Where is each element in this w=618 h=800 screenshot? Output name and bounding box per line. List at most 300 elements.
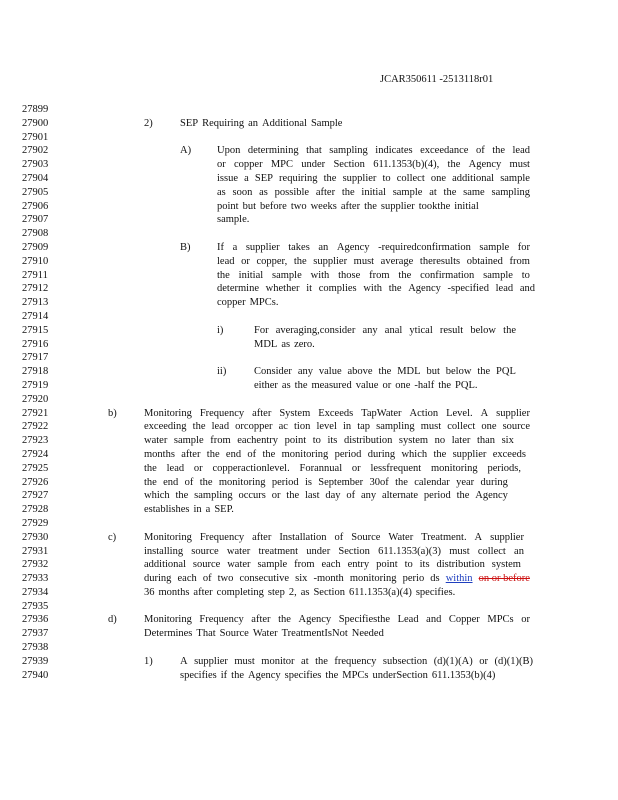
line-number: 27923 <box>22 435 49 447</box>
word: an <box>318 241 329 253</box>
line-text <box>180 117 342 131</box>
word: initial <box>238 269 264 281</box>
word: A <box>474 531 483 543</box>
word: source <box>191 545 219 557</box>
word: from <box>369 269 390 281</box>
line-number: 27931 <box>22 545 49 557</box>
line-number: 27918 <box>22 366 49 378</box>
line-number: 27900 <box>22 117 49 129</box>
word: System <box>279 407 311 419</box>
word: period <box>423 490 451 502</box>
word: ac <box>278 421 288 433</box>
word: Water <box>388 531 414 543</box>
word: level <box>316 421 337 433</box>
word: below <box>445 366 472 378</box>
word: after <box>193 586 213 598</box>
word: or <box>217 159 226 171</box>
line-text <box>144 476 508 490</box>
line-number: 27902 <box>22 145 49 157</box>
word: after <box>315 186 336 198</box>
word: Needed <box>351 628 384 640</box>
word: MDL <box>397 366 421 378</box>
word: the <box>192 421 206 433</box>
word: or <box>193 462 203 474</box>
word: lead <box>211 421 230 433</box>
line-number: 27925 <box>22 462 49 474</box>
word: complies <box>318 283 357 295</box>
word: 611.1353(a)(3) <box>378 545 442 557</box>
word: -month <box>313 573 344 585</box>
word: of <box>346 490 356 502</box>
word: tookthe <box>418 200 451 212</box>
word: sample <box>483 269 513 281</box>
line-number: 27929 <box>22 517 49 529</box>
word: an <box>248 117 259 129</box>
word: must <box>353 255 375 267</box>
line-text <box>144 613 530 627</box>
word: Action <box>409 407 439 419</box>
line-number: 27933 <box>22 573 49 585</box>
word: period <box>271 476 299 488</box>
word: the <box>294 379 308 391</box>
word: water <box>226 545 251 557</box>
word: A <box>480 407 489 419</box>
item-label: B) <box>180 241 191 253</box>
word: to <box>404 559 413 571</box>
document-line <box>0 310 618 324</box>
line-number: 27932 <box>22 559 49 571</box>
line-number: 27911 <box>22 269 48 281</box>
word: Agency <box>336 241 370 253</box>
line-text <box>144 407 530 421</box>
word: completing <box>216 586 264 598</box>
word: weeks <box>310 200 337 212</box>
word: September <box>318 476 364 488</box>
line-text <box>217 255 530 269</box>
word: occurs <box>238 490 266 502</box>
document-line <box>0 641 618 655</box>
word: must <box>509 159 530 171</box>
line-number: 27899 <box>22 104 49 115</box>
document-line <box>0 572 618 586</box>
line-number: 27913 <box>22 297 49 309</box>
word: two <box>290 200 307 212</box>
line-text <box>254 379 478 393</box>
line-number: 27901 <box>22 131 49 143</box>
word: 36 <box>144 586 155 598</box>
numbered-lines <box>0 103 618 682</box>
word: after <box>181 448 201 460</box>
document-line <box>0 144 618 158</box>
document-line <box>0 227 618 241</box>
line-text <box>144 462 521 476</box>
word: tion <box>294 421 311 433</box>
word: additional <box>144 559 186 571</box>
word: its <box>419 559 430 571</box>
word: Section <box>338 545 370 557</box>
line-number: 27938 <box>22 642 49 654</box>
word: Agency <box>475 490 508 502</box>
word: Agency <box>298 614 332 626</box>
word: and <box>519 283 535 295</box>
document-line <box>0 296 618 310</box>
document-line <box>0 545 618 559</box>
word: 611.1353(a)(4) <box>348 586 412 598</box>
word: TreatmentIsNot <box>281 628 348 640</box>
line-text <box>217 213 249 227</box>
line-number: 27936 <box>22 614 49 626</box>
line-number: 27905 <box>22 186 49 198</box>
word: collect <box>447 421 476 433</box>
word: any <box>297 366 313 378</box>
line-number: 27914 <box>22 310 49 322</box>
word: or <box>351 462 361 474</box>
line-text <box>254 338 315 352</box>
document-line <box>0 351 618 365</box>
word: monitoring <box>281 448 329 460</box>
document-line <box>0 600 618 614</box>
word: ytical <box>409 324 433 336</box>
word: source <box>192 559 221 571</box>
word: 611.1353(b)(4), <box>373 159 440 171</box>
word: For <box>254 324 269 336</box>
word: PQL. <box>455 379 478 391</box>
word: Level. <box>446 407 473 419</box>
word: A <box>180 655 188 667</box>
word: or <box>382 379 392 391</box>
word: above <box>347 366 373 378</box>
line-text <box>217 241 530 255</box>
word: for <box>517 241 530 253</box>
document-line <box>0 655 618 669</box>
word: step <box>267 586 285 598</box>
line-number: 27921 <box>22 407 49 419</box>
word: orcopper <box>235 421 273 433</box>
word: supplier <box>452 448 487 460</box>
word: as <box>217 186 226 198</box>
word: during <box>480 476 508 488</box>
word: Treatment. <box>421 531 467 543</box>
line-text <box>217 296 278 310</box>
word: which <box>144 490 170 502</box>
line-number: 27924 <box>22 448 49 460</box>
word: source <box>502 421 530 433</box>
word: a <box>244 172 249 184</box>
document-line <box>0 282 618 296</box>
word: SEP <box>180 117 199 129</box>
line-text <box>217 200 479 214</box>
word: during <box>367 448 396 460</box>
word: ds <box>430 573 440 585</box>
word: the <box>477 366 491 378</box>
word: to <box>382 172 391 184</box>
word: exceedance <box>420 145 469 157</box>
word: must <box>420 421 442 433</box>
word: If <box>217 241 224 253</box>
word: system <box>398 435 429 447</box>
inserted-text: within <box>445 573 473 585</box>
line-number: 27928 <box>22 504 49 516</box>
word: same <box>463 186 485 198</box>
word: end <box>163 476 179 488</box>
word: Section <box>333 159 365 171</box>
word: Determines <box>144 628 193 640</box>
word: the <box>433 448 447 460</box>
word: Section <box>313 586 345 598</box>
line-number: 27939 <box>22 655 49 667</box>
word: the <box>262 448 276 460</box>
document-line <box>0 172 618 186</box>
line-text <box>217 186 530 200</box>
word: installing <box>144 545 184 557</box>
word: supplier <box>313 255 348 267</box>
word: whether <box>265 283 300 295</box>
word: -requiredconfirmation <box>378 241 471 253</box>
document-line <box>0 186 618 200</box>
word: sampling <box>194 490 233 502</box>
document-line <box>0 448 618 462</box>
word: Monitoring <box>144 614 192 626</box>
word: each <box>321 559 341 571</box>
word: averaging,consider <box>275 324 356 336</box>
line-number: 27940 <box>22 669 49 681</box>
word: after <box>252 531 272 543</box>
document-line <box>0 213 618 227</box>
line-text <box>217 269 530 283</box>
word: monitoring <box>349 573 397 585</box>
word: SEP <box>254 172 273 184</box>
document-line <box>0 393 618 407</box>
word: any <box>360 490 377 502</box>
document-line <box>0 489 618 503</box>
item-label: c) <box>108 531 117 543</box>
word: before <box>260 200 287 212</box>
line-text <box>217 172 530 186</box>
word: soon <box>232 186 253 198</box>
word: -specified <box>447 283 489 295</box>
word: collect <box>396 172 425 184</box>
word: theresults <box>419 255 461 267</box>
line-number: 27920 <box>22 393 49 405</box>
word: supplier <box>245 241 280 253</box>
word: the <box>378 366 392 378</box>
word: frequency <box>334 655 377 667</box>
word: end <box>225 448 242 460</box>
word: Forannual <box>299 462 343 474</box>
item-label: A) <box>180 145 192 157</box>
word: system <box>491 559 521 571</box>
word: lead <box>495 283 514 295</box>
word: PQL <box>496 366 516 378</box>
word: one <box>395 379 411 391</box>
word: the <box>364 200 377 212</box>
word: specifies <box>180 669 217 681</box>
word: requiring <box>279 172 318 184</box>
line-text <box>180 669 495 683</box>
line-number: 27922 <box>22 421 49 433</box>
line-number: 27906 <box>22 200 49 212</box>
word: measured <box>311 379 352 391</box>
word: anal <box>384 324 403 336</box>
line-text <box>254 365 516 379</box>
word: the <box>293 255 307 267</box>
word: tap <box>357 421 371 433</box>
line-number: 27904 <box>22 172 49 184</box>
word: sampling <box>491 186 530 198</box>
word: after <box>252 407 272 419</box>
item-label: b) <box>108 407 117 419</box>
line-text <box>180 655 533 669</box>
document-line <box>0 669 618 683</box>
word: the <box>325 669 339 681</box>
document-line <box>0 503 618 517</box>
word: 611.1353(b)(4) <box>431 669 496 681</box>
word: MPCs. <box>249 297 279 309</box>
word: confirmation <box>420 269 475 281</box>
word: distribution <box>436 559 485 571</box>
word: it <box>306 283 313 295</box>
line-text <box>144 531 524 545</box>
word: MPCs <box>487 614 514 626</box>
word: the <box>286 490 300 502</box>
word: Monitoring <box>144 531 192 543</box>
word: Agency <box>248 669 281 681</box>
word: takes <box>288 241 310 253</box>
line-number: 27908 <box>22 228 49 240</box>
word: supplier <box>496 407 530 419</box>
word: two <box>217 573 234 585</box>
word: exceeding <box>144 421 187 433</box>
word: of <box>202 573 212 585</box>
line-text <box>144 627 384 641</box>
word: from <box>509 255 530 267</box>
word: year <box>456 476 475 488</box>
word: sampling <box>376 421 415 433</box>
word: zero. <box>294 338 315 350</box>
line-number: 27915 <box>22 324 49 336</box>
word: consecutive <box>239 573 290 585</box>
word: distribution <box>343 435 393 447</box>
word: lead <box>166 462 185 474</box>
line-text <box>144 420 530 434</box>
word: determine <box>217 283 259 295</box>
word: than <box>476 435 496 447</box>
word: underSection <box>372 669 428 681</box>
document-line <box>0 241 618 255</box>
word: months <box>158 586 190 598</box>
word: the <box>199 476 213 488</box>
word: monitor <box>261 655 295 667</box>
word: the <box>217 269 230 281</box>
document-line <box>0 407 618 421</box>
word: or <box>271 490 281 502</box>
word: if <box>220 669 228 681</box>
word: but <box>426 366 440 378</box>
word: treatment <box>258 545 299 557</box>
word: the <box>447 159 461 171</box>
line-number: 27910 <box>22 255 49 267</box>
word: Requiring <box>202 117 245 129</box>
word: water <box>144 435 168 447</box>
word: the <box>395 476 408 488</box>
word: possible <box>274 186 310 198</box>
word: Sample <box>310 117 343 129</box>
word: no <box>434 435 446 447</box>
document-line <box>0 338 618 352</box>
word: the <box>144 476 157 488</box>
word: the <box>315 655 328 667</box>
line-number: 27916 <box>22 338 49 350</box>
line-number: 27934 <box>22 586 49 598</box>
word: MPC <box>270 159 294 171</box>
document-line <box>0 103 618 117</box>
word: establishes <box>144 504 190 516</box>
word: lead <box>512 145 530 157</box>
item-label: 2) <box>144 117 153 129</box>
word: period <box>334 448 362 460</box>
word: Frequency <box>199 614 244 626</box>
word: lessfrequent <box>370 462 422 474</box>
word: the <box>438 379 452 391</box>
word: an <box>514 545 524 557</box>
word: indicates <box>375 145 413 157</box>
document-line <box>0 531 618 545</box>
word: Consider <box>254 366 292 378</box>
document-line <box>0 269 618 283</box>
word: Source <box>219 628 249 640</box>
line-number: 27917 <box>22 352 49 364</box>
word: a <box>232 241 238 253</box>
word: as <box>300 586 310 598</box>
line-text <box>217 158 530 172</box>
word: of <box>334 531 344 543</box>
document-line <box>0 586 618 600</box>
line-text <box>144 448 526 462</box>
line-number: 27912 <box>22 283 49 295</box>
line-text <box>217 144 530 158</box>
word: supplier <box>380 200 415 212</box>
word: six <box>501 435 514 447</box>
line-number: 27937 <box>22 628 49 640</box>
word: one <box>481 421 497 433</box>
word: during <box>144 573 172 585</box>
word: sample. <box>217 214 250 226</box>
item-label: i) <box>217 324 224 336</box>
word: sample <box>257 559 288 571</box>
word: must <box>234 655 255 667</box>
word: sample <box>272 269 302 281</box>
word: those <box>338 269 361 281</box>
document-line <box>0 255 618 269</box>
word: with <box>310 269 330 281</box>
line-text <box>144 586 455 600</box>
word: copperactionlevel. <box>212 462 290 474</box>
line-number: 27919 <box>22 379 49 391</box>
line-text <box>217 282 535 296</box>
word: from <box>210 435 231 447</box>
word: below <box>470 324 497 336</box>
word: the <box>503 324 516 336</box>
item-label: 1) <box>144 655 153 667</box>
word: either <box>254 379 278 391</box>
word: result <box>439 324 464 336</box>
word: exceeds <box>492 448 526 460</box>
word: specifies. <box>415 586 456 598</box>
word: sample <box>479 241 510 253</box>
line-text <box>144 434 514 448</box>
word: 30of <box>369 476 389 488</box>
word: lead <box>217 255 235 267</box>
